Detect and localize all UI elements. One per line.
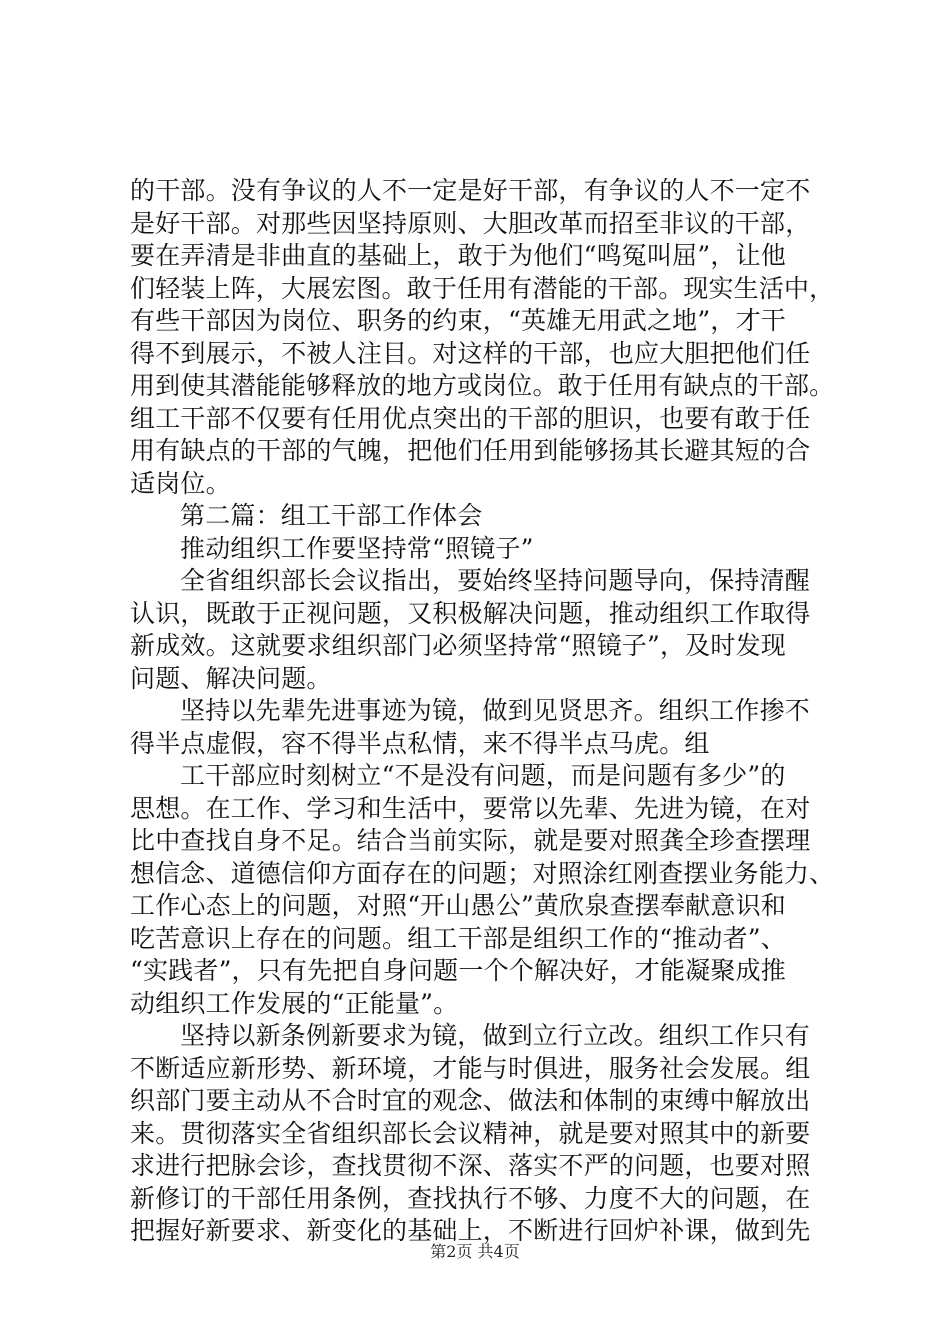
page-footer: 第2页 共4页	[430, 1242, 520, 1261]
text-line: 推动组织工作要坚持常“照镜子”	[180, 533, 534, 563]
text-line: 新成效。这就要求组织部门必须坚持常“照镜子”，及时发现	[130, 631, 786, 660]
text-line: 吃苦意识上存在的问题。组工干部是组织工作的“推动者”、	[130, 923, 786, 953]
text-line: 的干部。没有争议的人不一定是好干部，有争议的人不一定不	[130, 176, 811, 205]
text-line: 问题、解决问题。	[130, 663, 332, 693]
text-line: 来。贯彻落实全省组织部长会议精神，就是要对照其中的新要	[130, 1118, 811, 1148]
text-line: 用到使其潜能能够释放的地方或岗位。敢于任用有缺点的干部。	[130, 371, 835, 400]
text-line: 是好干部。对那些因坚持原则、大胆改革而招至非议的干部，	[130, 208, 811, 238]
text-line: 们轻装上阵，大展宏图。敢于任用有潜能的干部。现实生活中，	[130, 273, 835, 303]
text-line: 第二篇：组工干部工作体会	[180, 501, 483, 530]
text-line: 要在弄清是非曲直的基础上，敢于为他们“鸣冤叫屈”，让他	[130, 241, 786, 270]
text-line: 织部门要主动从不合时宜的观念、做法和体制的束缚中解放出	[130, 1086, 811, 1115]
text-line: 思想。在工作、学习和生活中，要常以先辈、先进为镜，在对	[130, 793, 811, 823]
text-line: 动组织工作发展的“正能量”。	[130, 988, 459, 1018]
text-line: 全省组织部长会议指出，要始终坚持问题导向，保持清醒	[180, 566, 811, 595]
text-line: 坚持以新条例新要求为镜，做到立行立改。组织工作只有	[180, 1021, 811, 1050]
text-line: “实践者”，只有先把自身问题一个个解决好，才能凝聚成推	[130, 956, 786, 985]
text-line: 想信念、道德信仰方面存在的问题；对照涂红刚查摆业务能力、	[130, 858, 835, 888]
text-line: 得半点虚假，容不得半点私情，来不得半点马虎。组	[130, 728, 710, 758]
text-line: 把握好新要求、新变化的基础上，不断进行回炉补课，做到先	[130, 1216, 811, 1245]
text-line: 新修订的干部任用条例，查找执行不够、力度不大的问题，在	[130, 1183, 811, 1213]
text-line: 不断适应新形势、新环境，才能与时俱进，服务社会发展。组	[130, 1053, 811, 1083]
text-line: 工作心态上的问题，对照“开山愚公”黄欣泉查摆奉献意识和	[130, 891, 786, 920]
text-line: 得不到展示，不被人注目。对这样的干部，也应大胆把他们任	[130, 338, 811, 368]
text-line: 坚持以先辈先进事迹为镜，做到见贤思齐。组织工作掺不	[180, 696, 811, 725]
text-line: 适岗位。	[130, 468, 231, 498]
text-line: 组工干部不仅要有任用优点突出的干部的胆识，也要有敢于任	[130, 403, 811, 433]
text-line: 求进行把脉会诊，查找贯彻不深、落实不严的问题，也要对照	[130, 1151, 811, 1180]
text-line: 工干部应时刻树立“不是没有问题，而是问题有多少”的	[180, 761, 786, 790]
text-line: 有些干部因为岗位、职务的约束，“英雄无用武之地”，才干	[130, 306, 786, 335]
text-line: 认识，既敢于正视问题，又积极解决问题，推动组织工作取得	[130, 598, 811, 628]
text-line: 用有缺点的干部的气魄，把他们任用到能够扬其长避其短的合	[130, 436, 811, 465]
document-body	[130, 175, 835, 1248]
text-line: 比中查找自身不足。结合当前实际，就是要对照龚全珍查摆理	[130, 826, 811, 855]
